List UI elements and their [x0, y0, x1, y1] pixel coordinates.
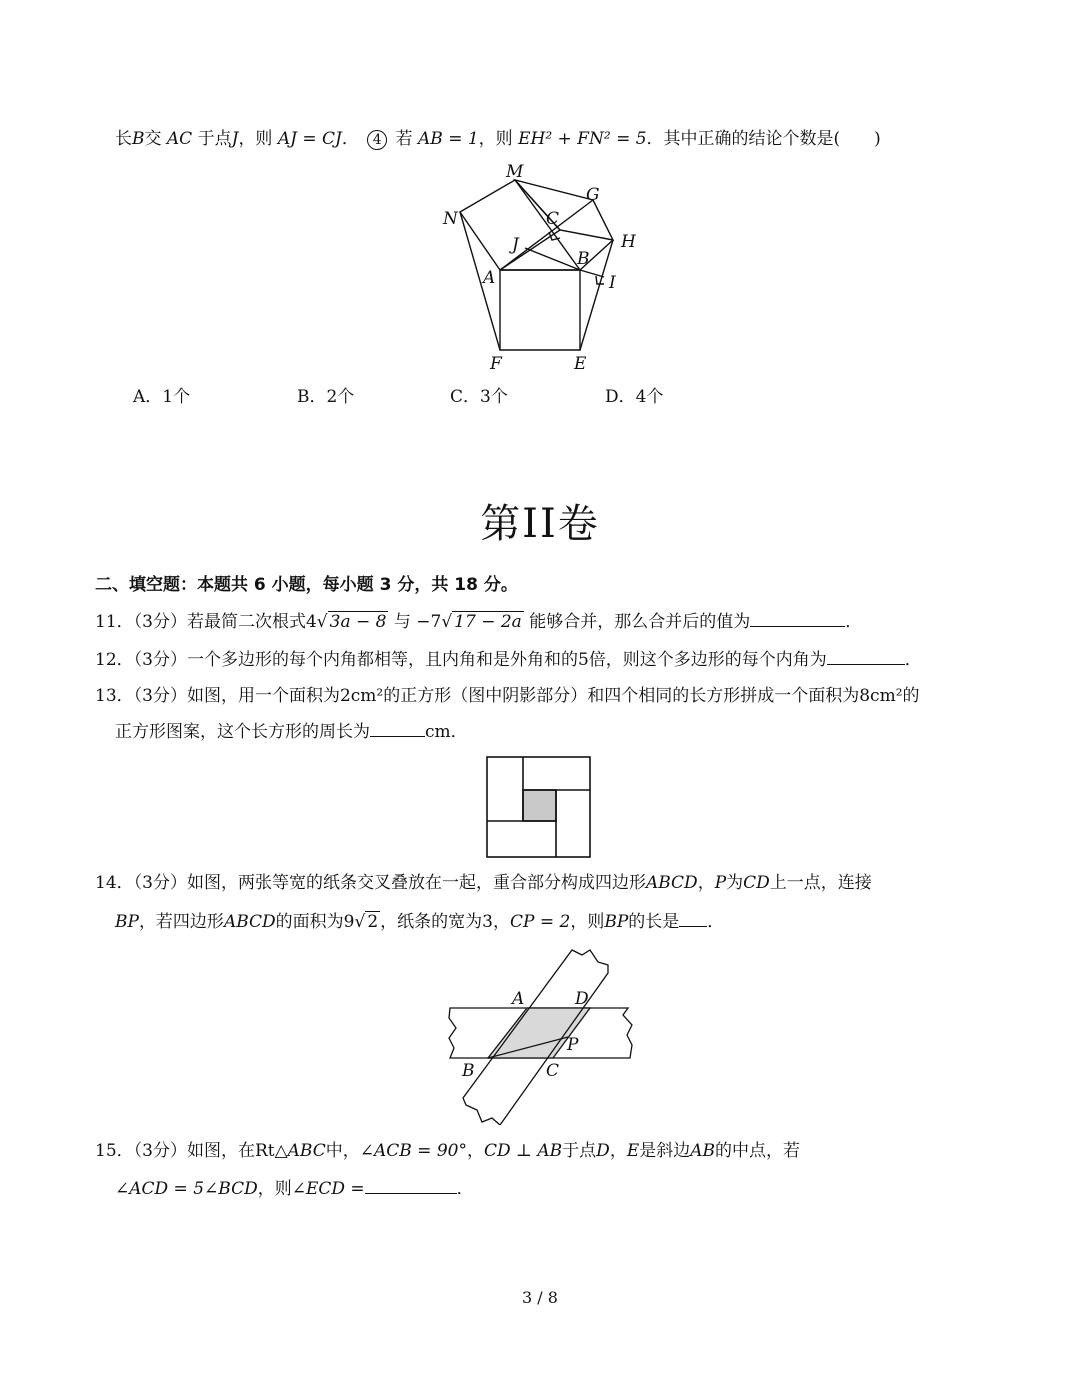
q14-area-radicand: 2 [367, 912, 379, 932]
q15-var-e: E [626, 1141, 640, 1161]
q14-text: ，纸条的宽为3， [380, 912, 510, 932]
q15-text: 于点 [562, 1141, 597, 1161]
q13-text: 的正方形（图中阴影部分）和四个相同的长方形拼成一个面积为 [383, 686, 860, 706]
q14-text: ，若四边形 [138, 912, 224, 932]
q10-text: ，则 [238, 129, 273, 149]
q10-var-ac: AC [166, 129, 193, 149]
q11-radical2: 17 − 2a [454, 612, 522, 632]
q14-var-abcd: ABCD [645, 873, 698, 893]
q15-text: 的中点，若 [715, 1141, 801, 1161]
q14-var-bp: BP [604, 912, 629, 932]
q15-eq-acb: ∠ACB = 90° [359, 1141, 467, 1161]
q14-text: ． [707, 912, 725, 932]
q10-var-j: J [231, 129, 239, 149]
q10-text: 若 [395, 129, 413, 149]
q12-answer-blank[interactable] [827, 648, 905, 665]
q14-line1 [95, 872, 872, 894]
q13-line1 [95, 685, 920, 707]
q15-answer-blank[interactable] [365, 1177, 457, 1194]
label-i: I [609, 273, 616, 293]
label-a: A [512, 989, 525, 1009]
square-abef [500, 270, 580, 350]
q14-text: 上一点，连接 [769, 873, 872, 893]
q15-text: 15．（3分）如图，在Rt△ [95, 1141, 288, 1161]
q15-text: 中， [325, 1141, 360, 1161]
q11-line: 11．（3分）若最简二次根式4√ 3a − 8 与 −7√ 17 − 2a 能够合并，那么合并后的值为 ． [95, 612, 863, 632]
label-c: C [546, 209, 560, 229]
q13-area-small: 2cm² [339, 686, 384, 706]
q11-text: 11．（3分）若最简二次根式 [95, 612, 306, 632]
q15-var-abc: ABC [287, 1141, 326, 1161]
q11-text: 与 [393, 612, 411, 632]
q14-text: 14．（3分）如图，两张等宽的纸条交叉叠放在一起，重合部分构成四边形 [95, 873, 646, 893]
label-n: N [443, 209, 458, 229]
q13-text: 13．（3分）如图，用一个面积为 [95, 686, 340, 706]
q14-text: 的面积为 [275, 912, 344, 932]
q13-line2 [115, 720, 468, 743]
q10-eq-ab: AB = 1 [418, 129, 479, 149]
q11-answer-blank[interactable] [750, 610, 845, 627]
q10-text-line [115, 128, 881, 150]
option-c: C．3个 [450, 387, 508, 407]
q14-text: ，则 [570, 912, 605, 932]
q10-text: 长 [115, 129, 132, 149]
section-heading: 二、填空题：本题共 6 小题，每小题 3 分，共 18 分。 [95, 575, 518, 595]
q11-text: ． [845, 612, 863, 632]
q10-eq-ajcj: AJ = CJ [277, 129, 342, 149]
label-m: M [506, 162, 524, 182]
q10-eq-ehfn: EH² + FN² = 5 [518, 129, 647, 149]
q14-var-abcd: ABCD [223, 912, 276, 932]
q11-radical1-coef: 4 [305, 612, 317, 632]
q12-line [95, 648, 922, 671]
q13-text: cm． [425, 722, 468, 742]
q14-eq-cp: CP = 2 [510, 912, 571, 932]
q15-line1 [95, 1140, 800, 1162]
q15-eq-cdab: CD ⊥ AB [483, 1141, 563, 1161]
q14-figure [445, 945, 635, 1125]
q15-text: ，则 [257, 1179, 292, 1199]
option-a: A．1个 [133, 387, 191, 407]
q15-text: ． [456, 1179, 474, 1199]
q15-text: ， [609, 1141, 627, 1161]
q11-radical2-coef: −7 [416, 612, 442, 632]
label-e: E [574, 354, 587, 374]
q13-area-large: 8cm² [859, 686, 903, 706]
section-title: 第II卷 [480, 501, 600, 547]
q14-text: 的长是 [628, 912, 680, 932]
q12-text: ． [904, 650, 922, 670]
q11-radical1: 3a − 8 [329, 612, 387, 632]
q15-eq-ecd: ∠ECD = [291, 1179, 365, 1199]
q15-text: ， [466, 1141, 484, 1161]
q10-text: 交 [144, 129, 162, 149]
q14-text: 为 [726, 873, 744, 893]
q12-text: 12．（3分）一个多边形的每个内角都相等，且内角和是外角和的5倍，则这个多边形的每个内角为 [95, 650, 827, 670]
shaded-square [523, 790, 556, 821]
label-c: C [546, 1061, 560, 1081]
q15-eq-acd: ∠ACD = 5∠BCD [115, 1179, 258, 1199]
q10-var-b: B [132, 129, 145, 149]
label-f: F [490, 354, 502, 374]
q13-answer-blank[interactable] [370, 720, 425, 737]
label-g: G [586, 185, 600, 205]
q10-text: ． [341, 129, 359, 149]
label-b: B [577, 249, 590, 269]
q14-line2: BP，若四边形ABCD的面积为9√ 2 ，纸条的宽为3，CP = 2，则BP的长是 ． [115, 912, 725, 932]
option-b: B．2个 [297, 387, 355, 407]
label-d: D [575, 989, 589, 1009]
q14-area-coef: 9 [343, 912, 355, 932]
q13-figure [485, 755, 595, 860]
q15-var-ab: AB [690, 1141, 716, 1161]
q11-text: 能够合并，那么合并后的值为 [529, 612, 751, 632]
q15-var-d: D [596, 1141, 610, 1161]
q10-text: ．其中正确的结论个数是( ) [646, 129, 881, 149]
label-a: A [483, 268, 496, 288]
label-b: B [462, 1061, 475, 1081]
circled-number-4: 4 [367, 130, 387, 150]
q13-text: 的 [902, 686, 920, 706]
option-d: D．4个 [605, 387, 664, 407]
q10-figure [430, 155, 650, 380]
label-j: J [512, 235, 519, 255]
q15-line2 [115, 1177, 474, 1200]
q13-text: 正方形图案，这个长方形的周长为 [115, 722, 370, 742]
q15-text: 是斜边 [639, 1141, 691, 1161]
q14-answer-blank[interactable] [679, 910, 707, 927]
label-p: P [567, 1035, 579, 1055]
q14-var-bp: BP [115, 912, 139, 932]
label-h: H [621, 232, 636, 252]
q14-var-cd: CD [743, 873, 770, 893]
q14-text: ， [697, 873, 715, 893]
q14-var-p: P [714, 873, 727, 893]
q10-text: 于点 [197, 129, 232, 149]
q10-text: ，则 [478, 129, 513, 149]
page-number: 3 / 8 [522, 1288, 558, 1307]
